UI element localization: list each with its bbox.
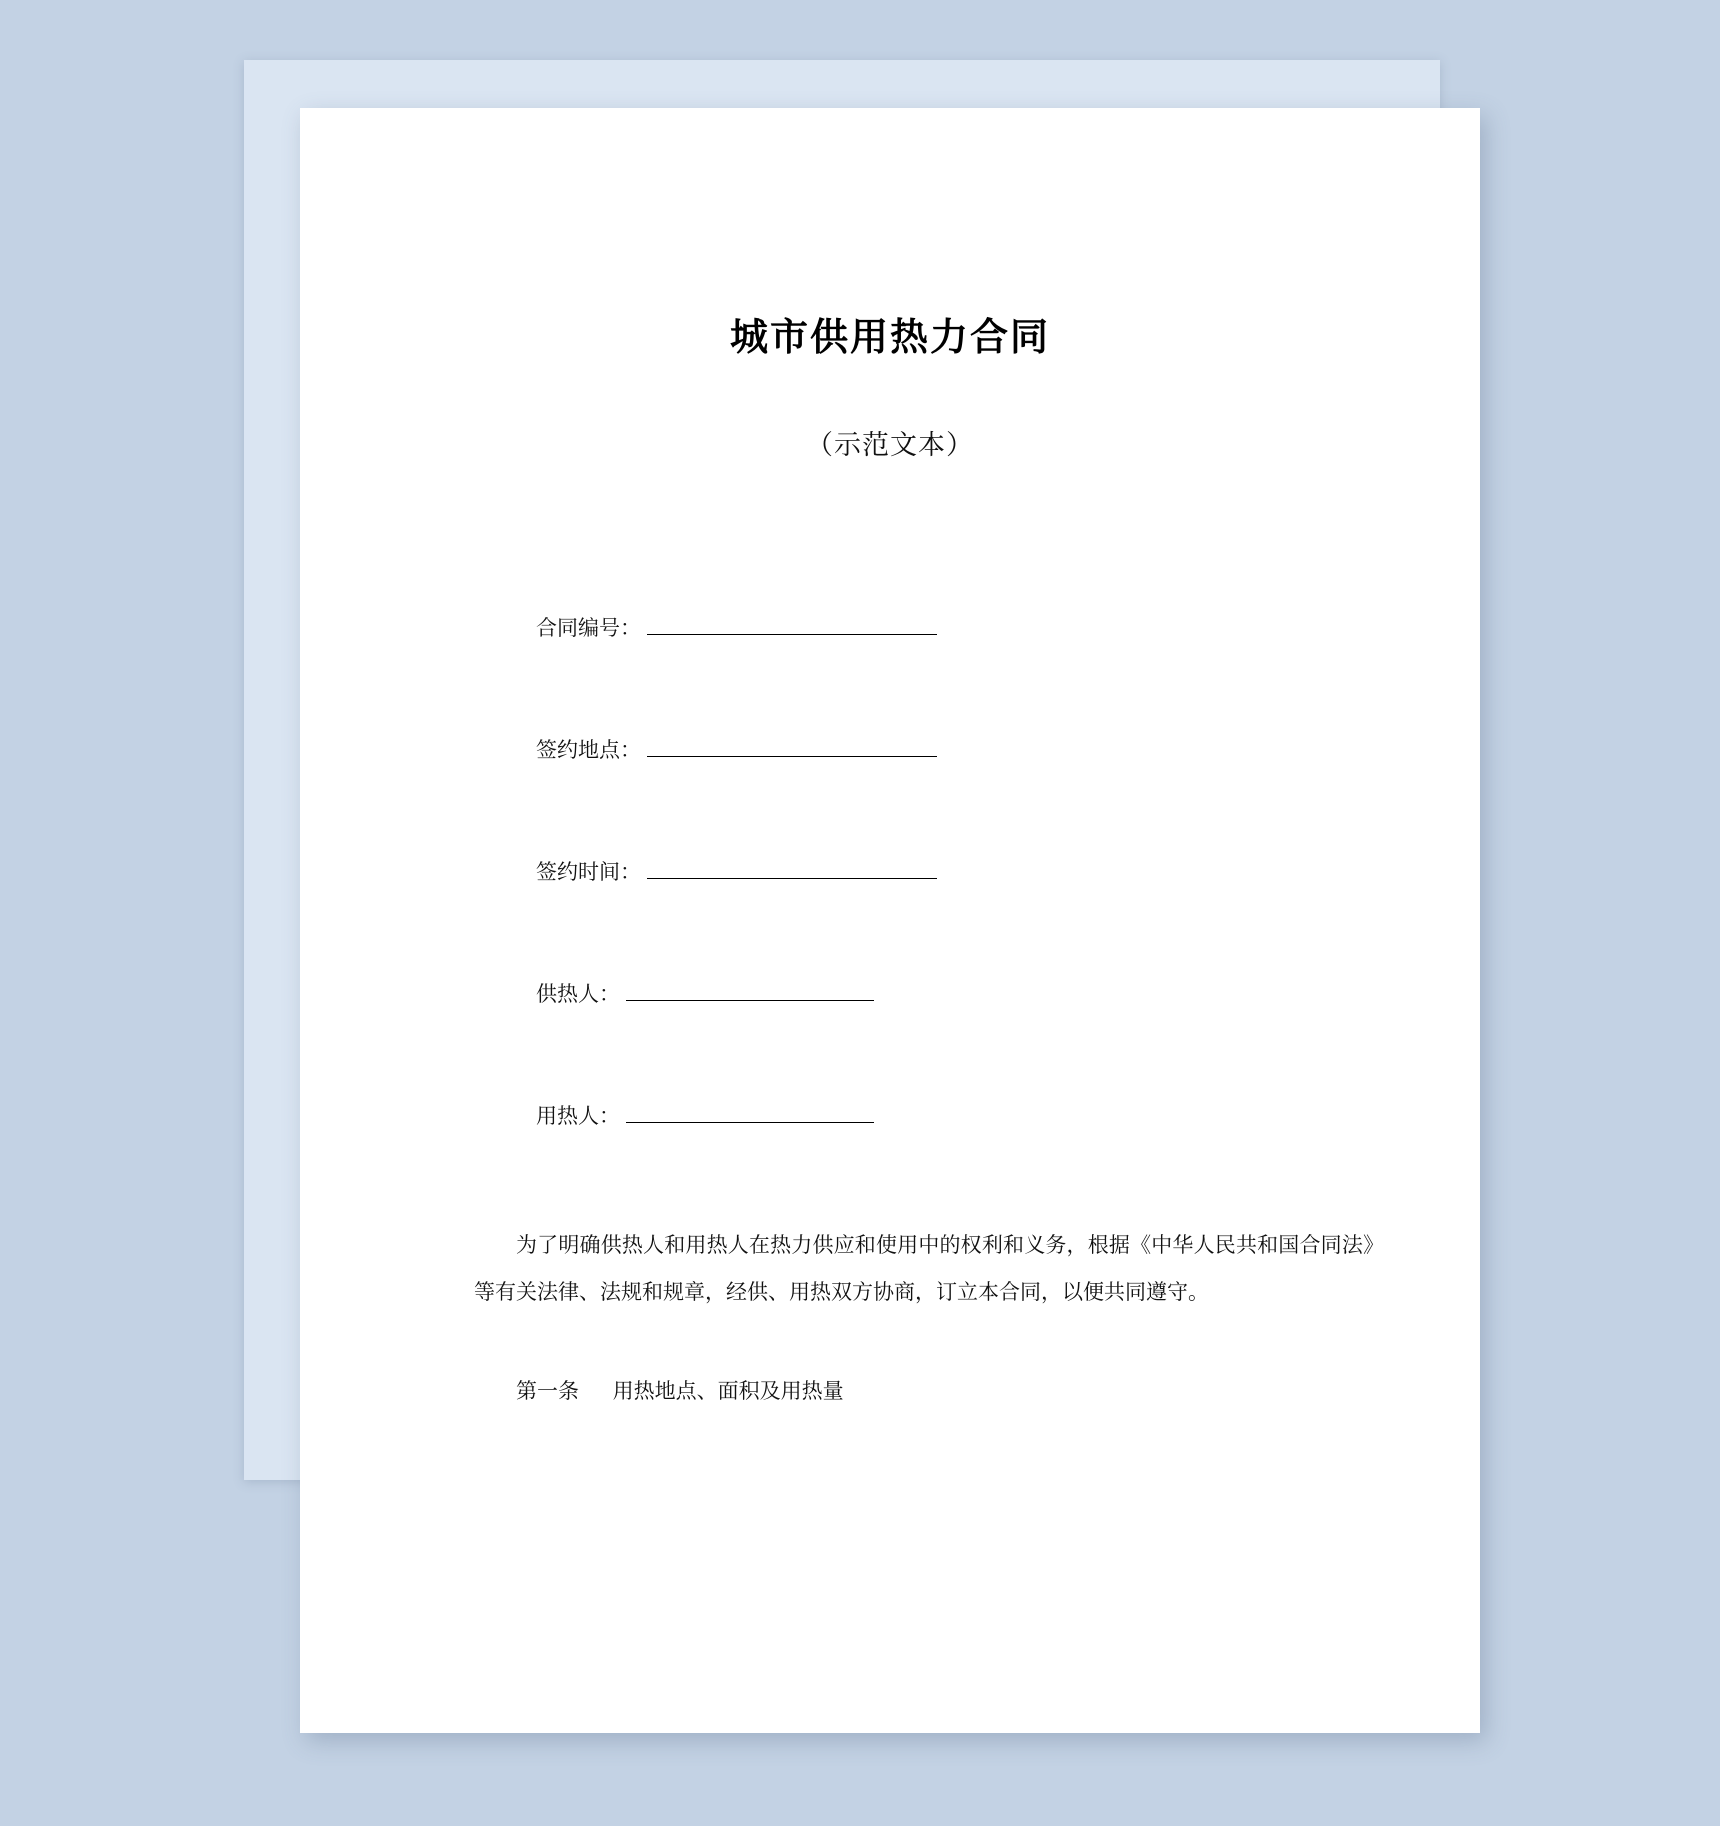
field-contract-number: [536, 612, 1480, 642]
field-label: 合同编号：: [536, 616, 641, 640]
field-blank-line[interactable]: [647, 858, 937, 879]
document-body: [300, 108, 1480, 1733]
clause-title: 用热地点、面积及用热量: [612, 1378, 844, 1403]
clause-one: [300, 1375, 1480, 1405]
page-title: 城市供用热力合同: [729, 315, 1050, 359]
field-heat-supplier: [536, 978, 1480, 1008]
field-label: 供热人：: [536, 982, 620, 1006]
field-label: 签约地点：: [536, 738, 641, 762]
field-signing-time: [536, 856, 1480, 886]
preamble-paragraph: 为了明确供热人和用热人在热力供应和使用中的权利和义务，根据《中华人民共和国合同法》等有关法律、法规和规章，经供、用热双方协商，订立本合同，以便共同遵守。: [474, 1233, 1384, 1305]
field-label: 签约时间：: [536, 860, 641, 884]
field-blank-line[interactable]: [626, 980, 874, 1001]
field-label: 用热人：: [536, 1104, 620, 1128]
document-page: [300, 108, 1480, 1733]
field-blank-line[interactable]: [626, 1102, 874, 1123]
document-subtitle: （示范文本）: [806, 430, 974, 460]
field-heat-user: [536, 1100, 1480, 1130]
field-blank-line[interactable]: [647, 736, 937, 757]
field-blank-line[interactable]: [647, 614, 937, 635]
clause-number: 第一条: [516, 1378, 579, 1403]
fields-section: [300, 612, 1480, 1130]
field-signing-place: [536, 734, 1480, 764]
